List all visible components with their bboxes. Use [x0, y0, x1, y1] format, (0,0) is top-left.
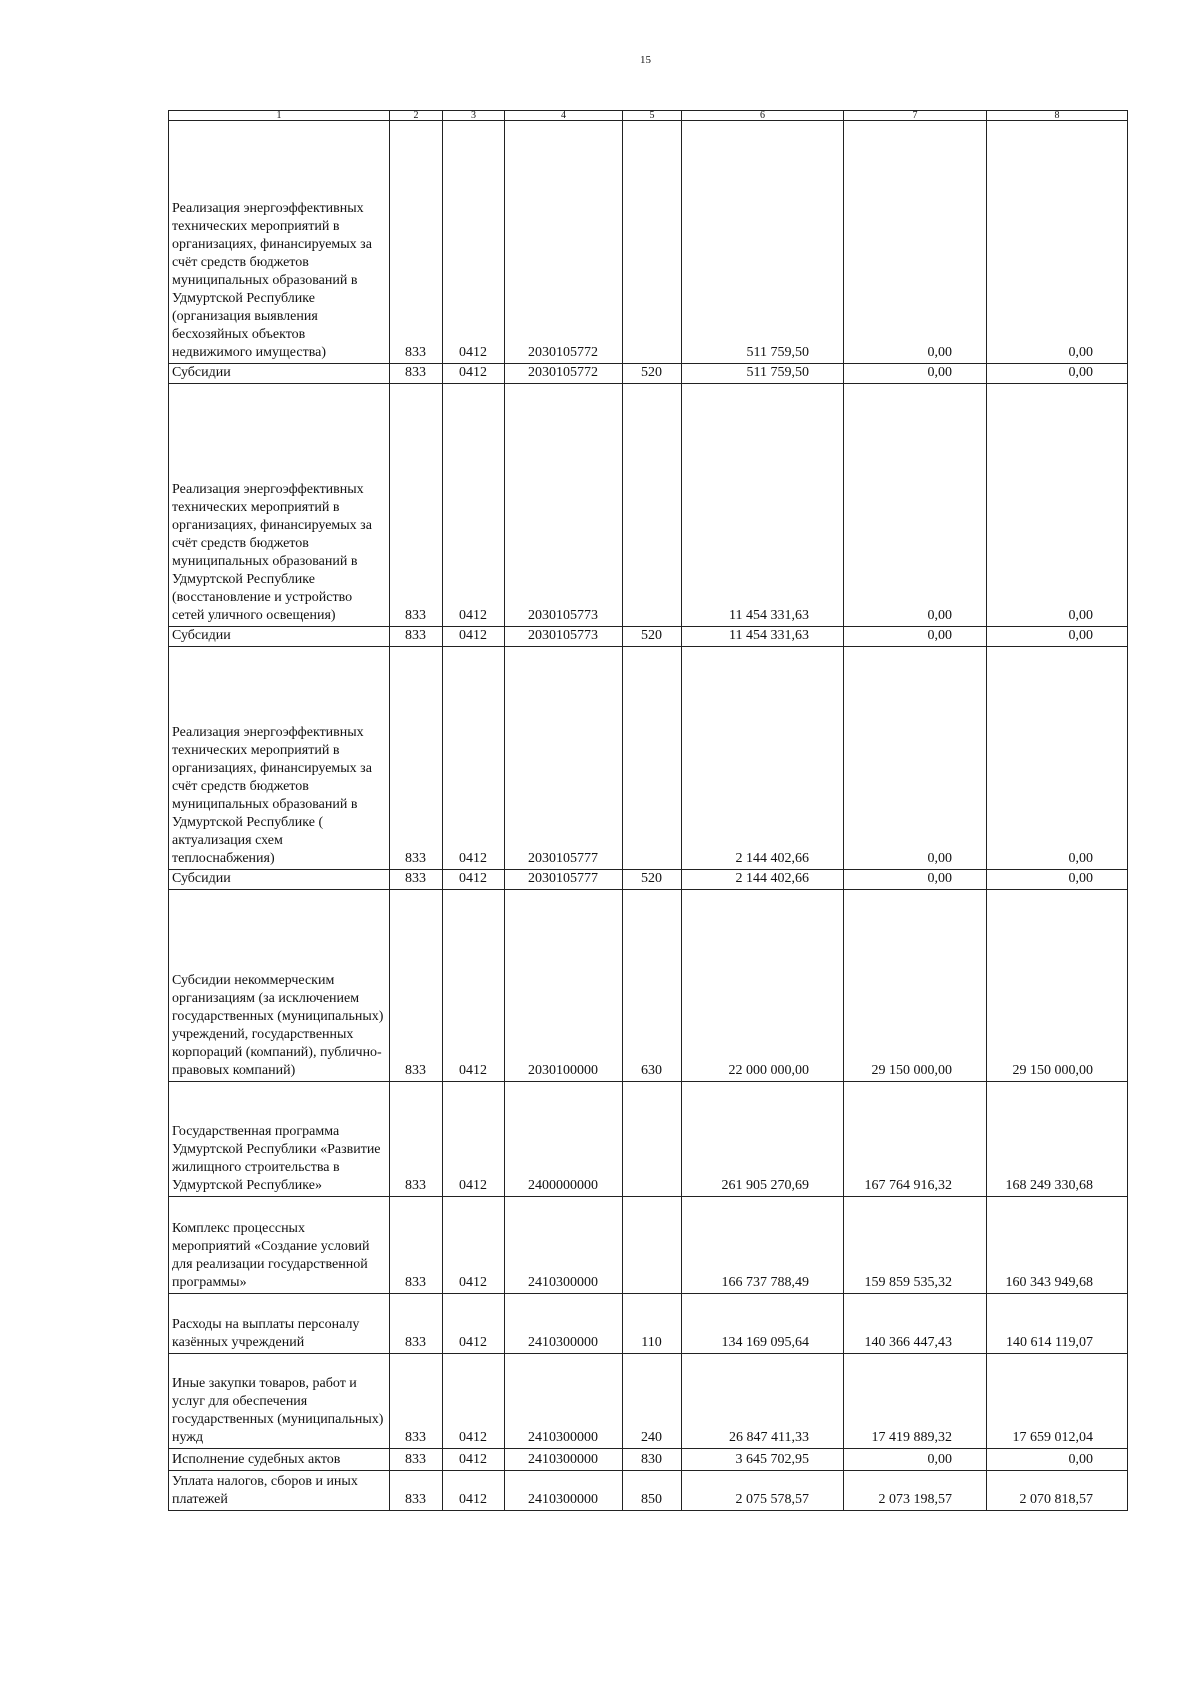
cell-amount-col7: 0,00: [844, 384, 987, 627]
cell-ministry: 833: [390, 1471, 443, 1511]
cell-ministry: 833: [390, 870, 443, 890]
column-number: 2: [390, 111, 443, 121]
cell-target-article: 2030105773: [505, 627, 623, 647]
row-name: Реализация энергоэффективных технических мероприятий в организациях, финансируемых за счёт средств бюджетов муниципальных образований в Удмуртской Республике ( актуализация схем теплоснабжения): [169, 647, 390, 870]
cell-amount-col8: 168 249 330,68: [987, 1082, 1128, 1197]
column-number: 5: [623, 111, 682, 121]
table-row: [169, 1449, 1128, 1471]
cell-section: 0412: [443, 870, 505, 890]
cell-amount-col6: 261 905 270,69: [682, 1082, 844, 1197]
cell-target-article: 2410300000: [505, 1197, 623, 1294]
row-name: Комплекс процессных мероприятий «Создание условий для реализации государственной программы»: [169, 1197, 390, 1294]
row-name: Иные закупки товаров, работ и услуг для обеспечения государственных (муниципальных) нужд: [169, 1354, 390, 1449]
cell-ministry: 833: [390, 121, 443, 364]
cell-amount-col6: 11 454 331,63: [682, 384, 844, 627]
cell-amount-col8: 0,00: [987, 121, 1128, 364]
cell-ministry: 833: [390, 1354, 443, 1449]
cell-target-article: 2410300000: [505, 1471, 623, 1511]
table-row: [169, 121, 1128, 364]
cell-ministry: 833: [390, 1082, 443, 1197]
cell-amount-col8: 160 343 949,68: [987, 1197, 1128, 1294]
cell-amount-col7: 29 150 000,00: [844, 890, 987, 1082]
cell-amount-col8: 0,00: [987, 647, 1128, 870]
cell-amount-col6: 511 759,50: [682, 364, 844, 384]
cell-target-article: 2410300000: [505, 1449, 623, 1471]
column-number: 1: [169, 111, 390, 121]
row-name: Уплата налогов, сборов и иных платежей: [169, 1471, 390, 1511]
cell-expense-type: 240: [623, 1354, 682, 1449]
cell-amount-col6: 134 169 095,64: [682, 1294, 844, 1354]
cell-amount-col7: 140 366 447,43: [844, 1294, 987, 1354]
cell-amount-col7: 0,00: [844, 647, 987, 870]
cell-section: 0412: [443, 1449, 505, 1471]
cell-amount-col7: 0,00: [844, 121, 987, 364]
cell-amount-col6: 2 075 578,57: [682, 1471, 844, 1511]
column-number: 4: [505, 111, 623, 121]
cell-expense-type: [623, 1197, 682, 1294]
column-number: 3: [443, 111, 505, 121]
cell-expense-type: 830: [623, 1449, 682, 1471]
row-name: Исполнение судебных актов: [169, 1449, 390, 1471]
cell-expense-type: [623, 121, 682, 364]
cell-ministry: 833: [390, 1197, 443, 1294]
cell-expense-type: 520: [623, 870, 682, 890]
cell-expense-type: [623, 1082, 682, 1197]
row-name: Субсидии: [169, 364, 390, 384]
cell-section: 0412: [443, 1354, 505, 1449]
cell-amount-col6: 22 000 000,00: [682, 890, 844, 1082]
cell-expense-type: [623, 384, 682, 627]
cell-expense-type: [623, 647, 682, 870]
table-row: [169, 1354, 1128, 1449]
table-row: [169, 1082, 1128, 1197]
cell-target-article: 2410300000: [505, 1294, 623, 1354]
column-number: 6: [682, 111, 844, 121]
row-name: Реализация энергоэффективных технических мероприятий в организациях, финансируемых за счёт средств бюджетов муниципальных образований в Удмуртской Республике (восстановление и устройство сетей уличного освещения): [169, 384, 390, 627]
column-number: 8: [987, 111, 1128, 121]
cell-target-article: 2030105777: [505, 870, 623, 890]
row-name: Реализация энергоэффективных технических мероприятий в организациях, финансируемых за счёт средств бюджетов муниципальных образований в Удмуртской Республике (организация выявления бесхозяйных объектов недвижимого имущества): [169, 121, 390, 364]
cell-amount-col7: 17 419 889,32: [844, 1354, 987, 1449]
table-row: [169, 627, 1128, 647]
cell-ministry: 833: [390, 627, 443, 647]
cell-amount-col6: 3 645 702,95: [682, 1449, 844, 1471]
cell-ministry: 833: [390, 364, 443, 384]
cell-ministry: 833: [390, 647, 443, 870]
cell-target-article: 2030105772: [505, 121, 623, 364]
cell-section: 0412: [443, 627, 505, 647]
budget-table: [168, 110, 1128, 1511]
row-name: Субсидии: [169, 870, 390, 890]
cell-amount-col8: 0,00: [987, 627, 1128, 647]
page-number: 15: [640, 54, 651, 66]
table-row: [169, 1471, 1128, 1511]
cell-amount-col7: 159 859 535,32: [844, 1197, 987, 1294]
cell-target-article: 2030100000: [505, 890, 623, 1082]
cell-amount-col8: 0,00: [987, 870, 1128, 890]
table-row: [169, 870, 1128, 890]
cell-amount-col8: 2 070 818,57: [987, 1471, 1128, 1511]
cell-amount-col8: 17 659 012,04: [987, 1354, 1128, 1449]
cell-expense-type: 110: [623, 1294, 682, 1354]
cell-section: 0412: [443, 1197, 505, 1294]
cell-expense-type: 520: [623, 364, 682, 384]
cell-amount-col7: 0,00: [844, 870, 987, 890]
cell-amount-col6: 511 759,50: [682, 121, 844, 364]
cell-section: 0412: [443, 647, 505, 870]
cell-section: 0412: [443, 121, 505, 364]
cell-amount-col7: 167 764 916,32: [844, 1082, 987, 1197]
table-row: [169, 890, 1128, 1082]
cell-amount-col8: 0,00: [987, 384, 1128, 627]
cell-section: 0412: [443, 1082, 505, 1197]
cell-target-article: 2030105777: [505, 647, 623, 870]
cell-section: 0412: [443, 1471, 505, 1511]
cell-amount-col8: 140 614 119,07: [987, 1294, 1128, 1354]
cell-expense-type: 520: [623, 627, 682, 647]
table-row: [169, 1294, 1128, 1354]
cell-amount-col8: 0,00: [987, 1449, 1128, 1471]
cell-amount-col6: 2 144 402,66: [682, 647, 844, 870]
cell-ministry: 833: [390, 890, 443, 1082]
table-row: [169, 1197, 1128, 1294]
row-name: Субсидии некоммерческим организациям (за исключением государственных (муниципальных) учреждений, государственных корпораций (компаний), публично-правовых компаний): [169, 890, 390, 1082]
table-row: [169, 647, 1128, 870]
cell-amount-col6: 2 144 402,66: [682, 870, 844, 890]
cell-section: 0412: [443, 384, 505, 627]
cell-amount-col8: 29 150 000,00: [987, 890, 1128, 1082]
cell-expense-type: 630: [623, 890, 682, 1082]
cell-target-article: 2400000000: [505, 1082, 623, 1197]
cell-target-article: 2030105773: [505, 384, 623, 627]
row-name: Государственная программа Удмуртской Республики «Развитие жилищного строительства в Удмуртской Республике»: [169, 1082, 390, 1197]
cell-target-article: 2030105772: [505, 364, 623, 384]
cell-section: 0412: [443, 1294, 505, 1354]
column-number-row: [169, 111, 1128, 121]
cell-amount-col7: 0,00: [844, 1449, 987, 1471]
cell-ministry: 833: [390, 1294, 443, 1354]
cell-target-article: 2410300000: [505, 1354, 623, 1449]
row-name: Субсидии: [169, 627, 390, 647]
cell-amount-col6: 166 737 788,49: [682, 1197, 844, 1294]
cell-amount-col7: 2 073 198,57: [844, 1471, 987, 1511]
table-row: [169, 384, 1128, 627]
cell-ministry: 833: [390, 1449, 443, 1471]
cell-amount-col7: 0,00: [844, 627, 987, 647]
cell-ministry: 833: [390, 384, 443, 627]
cell-amount-col7: 0,00: [844, 364, 987, 384]
column-number: 7: [844, 111, 987, 121]
cell-section: 0412: [443, 364, 505, 384]
cell-amount-col6: 11 454 331,63: [682, 627, 844, 647]
cell-section: 0412: [443, 890, 505, 1082]
cell-expense-type: 850: [623, 1471, 682, 1511]
row-name: Расходы на выплаты персоналу казённых учреждений: [169, 1294, 390, 1354]
cell-amount-col8: 0,00: [987, 364, 1128, 384]
table-row: [169, 364, 1128, 384]
cell-amount-col6: 26 847 411,33: [682, 1354, 844, 1449]
